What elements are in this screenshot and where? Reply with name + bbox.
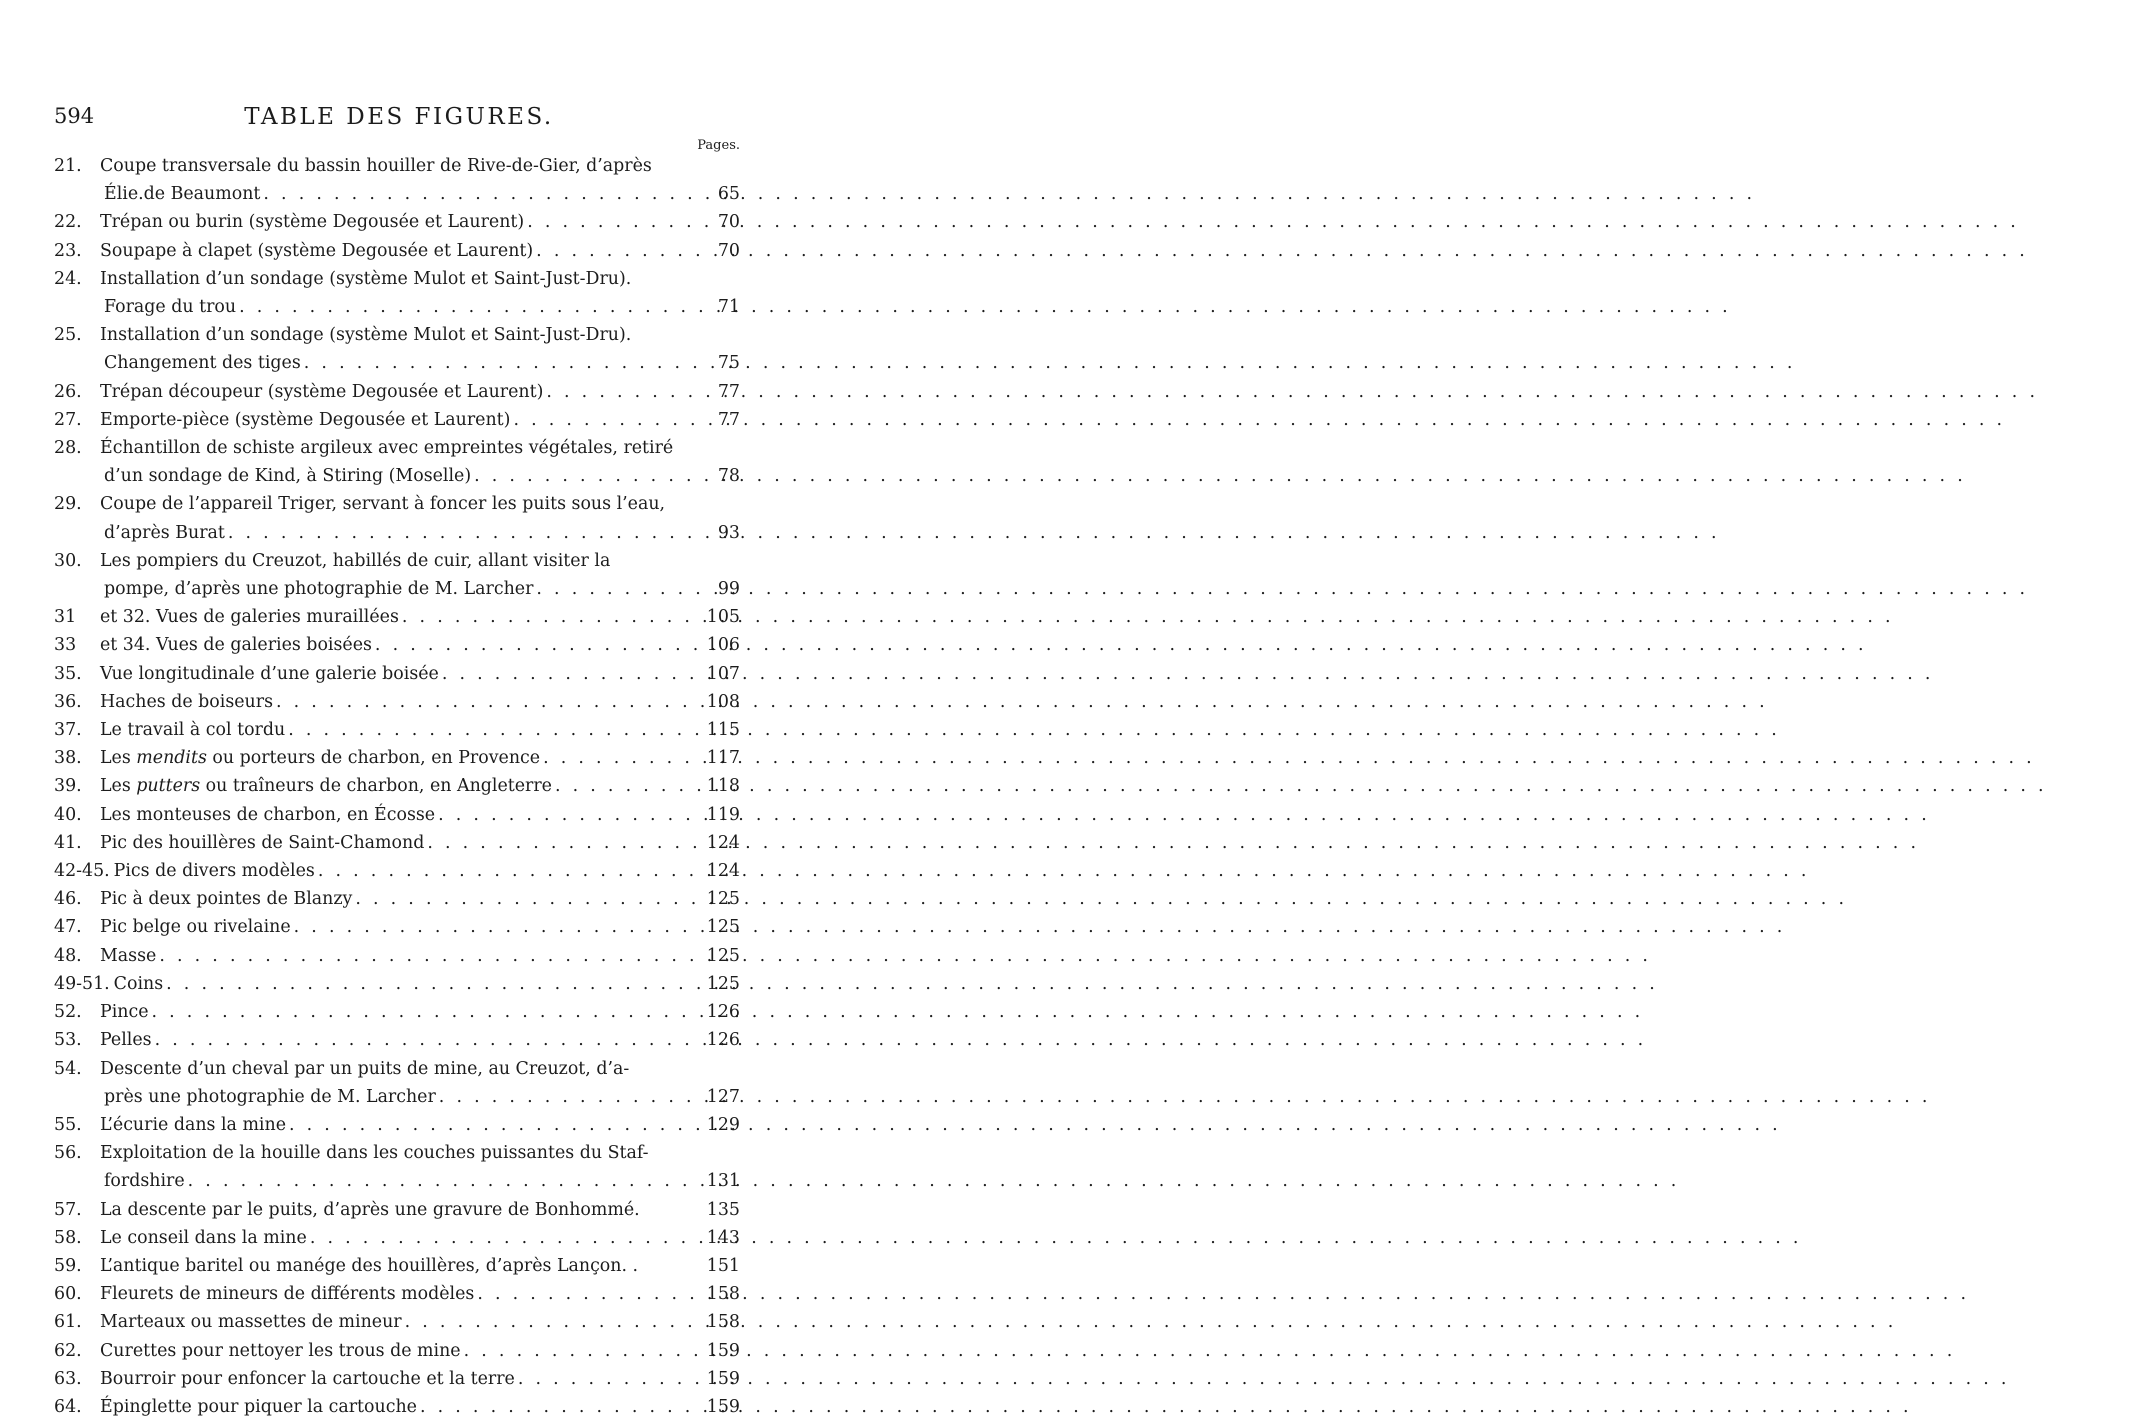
leader-dots (471, 462, 698, 490)
figure-entry (54, 744, 740, 772)
leader-dots (435, 801, 698, 829)
entry-line (54, 1308, 740, 1336)
figure-caption: Les mendits ou porteurs de charbon, en Provence (100, 748, 541, 769)
entry-line (54, 237, 740, 265)
leader-dots (149, 998, 699, 1026)
figure-number: 60. (54, 1284, 82, 1305)
leader-dots (515, 1365, 698, 1393)
leader-dots (185, 1167, 698, 1195)
page-reference: 119 (706, 804, 740, 825)
figure-caption: Installation d’un sondage (système Mulot et Saint-Just-Dru). (100, 268, 632, 289)
figure-number: 29. (54, 494, 82, 515)
figure-caption: Le travail à col tordu (100, 720, 286, 741)
figure-entry (54, 772, 740, 800)
entry-line (54, 1055, 740, 1083)
figure-number: 56. (54, 1143, 82, 1164)
entry-line (54, 801, 740, 829)
figure-caption: Soupape à clapet (système Degousée et Laurent) (100, 240, 534, 261)
page-reference: 117 (706, 748, 740, 769)
figure-caption: Fleurets de mineurs de différents modèles (100, 1284, 475, 1305)
figure-entry (54, 434, 740, 490)
figure-number: 59. (54, 1255, 82, 1276)
leader-dots (372, 631, 698, 659)
leader-dots (439, 660, 698, 688)
figure-caption: Pics de divers modèles (113, 861, 315, 882)
figure-caption: Exploitation de la houille dans les couches puissantes du Staf- (100, 1143, 649, 1164)
page-reference: 108 (706, 691, 740, 712)
figure-caption: Le conseil dans la mine (100, 1227, 307, 1248)
leader-dots (524, 208, 698, 236)
entry-line (54, 1393, 740, 1421)
leader-dots (285, 716, 698, 744)
figure-caption: Coupe transversale du bassin houiller de Rive-de-Gier, d’après (100, 156, 652, 176)
figure-entry (54, 1026, 740, 1054)
entry-line (54, 321, 740, 349)
entry-line (54, 1111, 740, 1139)
figure-number: 48. (54, 945, 82, 966)
figure-caption: Marteaux ou massettes de mineur (100, 1312, 402, 1333)
figure-entry (54, 1055, 740, 1111)
figure-number: 62. (54, 1340, 82, 1361)
page-reference: 124 (706, 832, 740, 853)
entry-line (54, 998, 740, 1026)
page-reference: 126 (706, 1030, 740, 1051)
entry-line (54, 434, 740, 462)
figure-entry (54, 913, 740, 941)
figure-caption: Bourroir pour enfoncer la cartouche et la terre (100, 1368, 515, 1389)
figure-number: 61. (54, 1312, 82, 1333)
figure-entry (54, 885, 740, 913)
figure-number: 37. (54, 720, 82, 741)
pages-column-label: Pages. (697, 138, 740, 153)
entry-line (54, 180, 740, 208)
figure-number: 55. (54, 1114, 82, 1135)
page-reference: 125 (706, 889, 740, 910)
figure-entry (54, 490, 740, 546)
figure-number: 49-51. (54, 973, 110, 994)
entry-line (54, 1026, 740, 1054)
figure-caption: pompe, d’après une photographie de M. Larcher (104, 579, 534, 600)
page-reference: 107 (706, 663, 740, 684)
entry-line (54, 772, 740, 800)
leader-dots (307, 1224, 698, 1252)
figure-number: 24. (54, 268, 82, 289)
figure-caption: Pic belge ou rivelaine (100, 917, 291, 938)
page-reference: 71 (717, 297, 740, 318)
figure-entry (54, 1139, 740, 1195)
figure-number: 41. (54, 832, 82, 853)
page-reference: 151 (706, 1255, 740, 1276)
figure-caption: L’écurie dans la mine (100, 1114, 286, 1135)
page-header (54, 104, 744, 134)
leader-dots (286, 1111, 698, 1139)
page-reference: 125 (706, 917, 740, 938)
leader-dots (552, 772, 698, 800)
figure-entry (54, 406, 740, 434)
figure-number: 64. (54, 1396, 82, 1417)
figure-caption: fordshire (104, 1171, 185, 1192)
figure-entry (54, 688, 740, 716)
leader-dots (260, 180, 698, 208)
document-page (0, 0, 800, 1417)
entry-line (54, 688, 740, 716)
page-reference: 126 (706, 1002, 740, 1023)
leader-dots (352, 885, 698, 913)
entry-line (54, 1224, 740, 1252)
leader-dots (225, 519, 698, 547)
figure-caption: Pince (100, 1002, 149, 1023)
entry-line (54, 265, 740, 293)
entry-line (54, 349, 740, 377)
page-reference: 143 (706, 1227, 740, 1248)
figure-caption: Les putters ou traîneurs de charbon, en Angleterre (100, 776, 552, 797)
entry-line (54, 152, 740, 180)
leader-dots (236, 293, 698, 321)
figure-number: 57. (54, 1199, 82, 1220)
figure-caption: La descente par le puits, d’après une gravure de Bonhommé. (100, 1199, 640, 1220)
entry-line (54, 660, 740, 688)
figure-caption: Trépan découpeur (système Degousée et Laurent) (100, 381, 544, 402)
entry-line (54, 547, 740, 575)
figure-entry (54, 998, 740, 1026)
figure-number: 23. (54, 240, 82, 261)
entry-line (54, 519, 740, 547)
leader-dots (399, 603, 698, 631)
figure-entry (54, 829, 740, 857)
figure-caption: d’après Burat (104, 522, 225, 543)
figure-number: 26. (54, 381, 82, 402)
figure-entry (54, 716, 740, 744)
figure-number: 63. (54, 1368, 82, 1389)
figure-entry (54, 1337, 740, 1365)
figure-number: 33 (54, 635, 77, 656)
figure-entry (54, 1111, 740, 1139)
figure-entry (54, 970, 740, 998)
leader-dots (533, 575, 698, 603)
figure-entry (54, 857, 740, 885)
page-reference: 124 (706, 861, 740, 882)
entry-line (54, 716, 740, 744)
page-title: TABLE DES FIGURES. (244, 104, 554, 130)
page-reference: 105 (706, 607, 740, 628)
figure-caption: Curettes pour nettoyer les trous de mine (100, 1340, 461, 1361)
entry-line (54, 293, 740, 321)
figure-number: 46. (54, 889, 82, 910)
figure-entry (54, 1393, 740, 1421)
leader-dots (436, 1083, 698, 1111)
figure-entry (54, 1308, 740, 1336)
figure-caption: d’un sondage de Kind, à Stiring (Moselle) (104, 466, 472, 487)
figure-caption: Installation d’un sondage (système Mulot et Saint-Just-Dru). (100, 325, 632, 346)
leader-dots (543, 378, 698, 406)
entry-line (54, 1252, 740, 1280)
entry-line (54, 1167, 740, 1195)
entry-line (54, 406, 740, 434)
leader-dots (510, 406, 698, 434)
leader-dots (291, 913, 698, 941)
figure-number: 39. (54, 776, 82, 797)
entry-line (54, 1365, 740, 1393)
leader-dots (315, 857, 698, 885)
figure-entry (54, 603, 740, 631)
entry-line (54, 857, 740, 885)
figure-number: 22. (54, 212, 82, 233)
leader-dots (461, 1337, 698, 1365)
figure-caption: Changement des tiges (104, 353, 301, 374)
figure-entry (54, 1224, 740, 1252)
figure-caption: Haches de boiseurs (100, 691, 273, 712)
figure-number: 54. (54, 1058, 82, 1079)
entry-line (54, 913, 740, 941)
entry-line (54, 829, 740, 857)
figure-number: 30. (54, 550, 82, 571)
page-reference: 65 (717, 184, 740, 205)
figure-number: 53. (54, 1030, 82, 1051)
page-reference: 118 (706, 776, 740, 797)
figure-number: 58. (54, 1227, 82, 1248)
entry-line (54, 208, 740, 236)
figure-caption: Vue longitudinale d’une galerie boisée (100, 663, 439, 684)
figure-list (54, 152, 740, 1421)
figure-number: 36. (54, 691, 82, 712)
figure-caption: L’antique baritel ou manége des houillères, d’après Lançon. . (100, 1255, 639, 1276)
page-number: 594 (54, 104, 95, 128)
leader-dots (152, 1026, 698, 1054)
figure-caption: Coupe de l’appareil Triger, servant à foncer les puits sous l’eau, (100, 494, 666, 515)
figure-caption: et 34. Vues de galeries boisées (100, 635, 372, 656)
figure-entry (54, 631, 740, 659)
entry-line (54, 1280, 740, 1308)
page-reference: 125 (706, 945, 740, 966)
entry-line (54, 1196, 740, 1224)
page-reference: 115 (706, 720, 740, 741)
figure-caption: Les monteuses de charbon, en Écosse (100, 804, 436, 825)
page-reference: 159 (706, 1340, 740, 1361)
page-reference: 106 (706, 635, 740, 656)
page-reference: 70 (717, 240, 740, 261)
entry-line (54, 942, 740, 970)
figure-caption: Pic des houillères de Saint-Chamond (100, 832, 425, 853)
leader-dots (540, 744, 698, 772)
figure-caption: Coins (113, 973, 164, 994)
page-reference: 159 (706, 1368, 740, 1389)
figure-entry (54, 942, 740, 970)
figure-number: 42-45. (54, 861, 110, 882)
entry-line (54, 1083, 740, 1111)
page-reference: 99 (717, 579, 740, 600)
page-reference: 75 (717, 353, 740, 374)
leader-dots (424, 829, 698, 857)
leader-dots (273, 688, 698, 716)
figure-entry (54, 1280, 740, 1308)
page-reference: 158 (706, 1312, 740, 1333)
leader-dots (163, 970, 698, 998)
figure-caption: Pic à deux pointes de Blanzy (100, 889, 353, 910)
page-reference: 70 (717, 212, 740, 233)
figure-number: 28. (54, 438, 82, 459)
figure-caption: Descente d’un cheval par un puits de mine, au Creuzot, d’a- (100, 1058, 630, 1079)
page-reference: 158 (706, 1284, 740, 1305)
entry-line (54, 885, 740, 913)
leader-dots (156, 942, 698, 970)
figure-caption: Pelles (100, 1030, 152, 1051)
entry-line (54, 575, 740, 603)
page-reference: 131 (706, 1171, 740, 1192)
figure-entry (54, 1196, 740, 1224)
figure-number: 25. (54, 325, 82, 346)
figure-caption: Emporte-pièce (système Degousée et Laurent) (100, 409, 511, 430)
entry-line (54, 631, 740, 659)
figure-number: 47. (54, 917, 82, 938)
page-reference: 159 (706, 1396, 740, 1417)
page-reference: 129 (706, 1114, 740, 1135)
leader-dots (402, 1308, 698, 1336)
figure-caption: Élie.de Beaumont (104, 184, 261, 205)
leader-dots (533, 237, 698, 265)
figure-number: 35. (54, 663, 82, 684)
figure-entry (54, 265, 740, 321)
figure-entry (54, 321, 740, 377)
entry-line (54, 378, 740, 406)
entry-line (54, 462, 740, 490)
leader-dots (417, 1393, 698, 1421)
entry-line (54, 1337, 740, 1365)
figure-entry (54, 237, 740, 265)
figure-caption: Les pompiers du Creuzot, habillés de cuir, allant visiter la (100, 550, 611, 571)
figure-entry (54, 208, 740, 236)
figure-entry (54, 660, 740, 688)
figure-number: 40. (54, 804, 82, 825)
leader-dots (474, 1280, 698, 1308)
entry-line (54, 603, 740, 631)
figure-entry (54, 1365, 740, 1393)
figure-entry (54, 547, 740, 603)
page-reference: 93 (717, 522, 740, 543)
figure-entry (54, 801, 740, 829)
figure-number: 27. (54, 409, 82, 430)
entry-line (54, 970, 740, 998)
page-reference: 78 (717, 466, 740, 487)
page-reference: 127 (706, 1086, 740, 1107)
figure-caption: Échantillon de schiste argileux avec empreintes végétales, retiré (100, 438, 674, 459)
figure-entry (54, 152, 740, 208)
leader-dots (301, 349, 698, 377)
figure-caption: près une photographie de M. Larcher (104, 1086, 436, 1107)
entry-line (54, 744, 740, 772)
figure-number: 31 (54, 607, 77, 628)
figure-number: 52. (54, 1002, 82, 1023)
figure-entry (54, 378, 740, 406)
figure-caption: Épinglette pour piquer la cartouche (100, 1396, 417, 1417)
figure-entry (54, 1252, 740, 1280)
figure-caption: Trépan ou burin (système Degousée et Laurent) (100, 212, 525, 233)
entry-line (54, 1139, 740, 1167)
figure-number: 21. (54, 156, 82, 176)
entry-line (54, 490, 740, 518)
page-reference: 77 (717, 381, 740, 402)
page-reference: 125 (706, 973, 740, 994)
figure-caption: Masse (100, 945, 157, 966)
page-reference: 77 (717, 409, 740, 430)
page-reference: 135 (706, 1199, 740, 1220)
figure-caption: et 32. Vues de galeries muraillées (100, 607, 399, 628)
figure-caption: Forage du trou (104, 297, 237, 318)
figure-number: 38. (54, 748, 82, 769)
